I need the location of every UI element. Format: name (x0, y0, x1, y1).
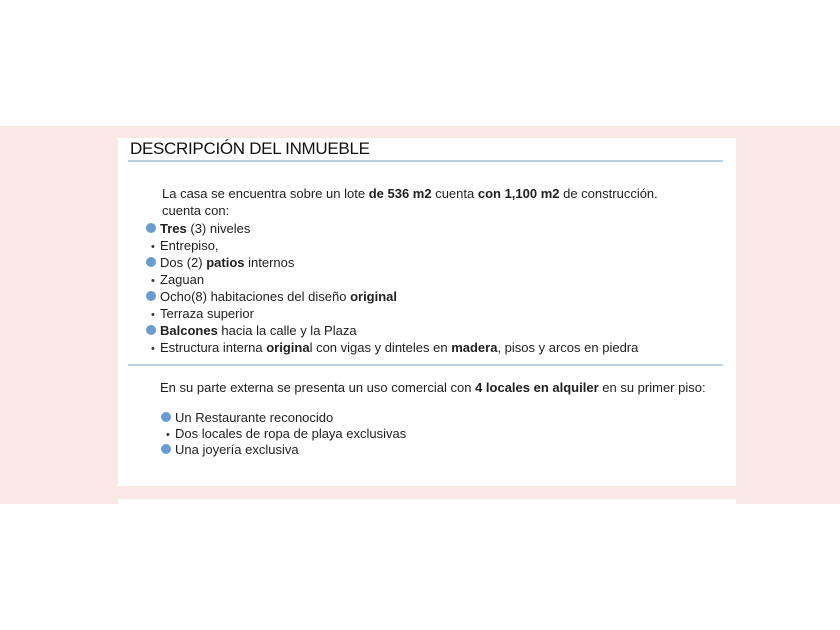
list-item (160, 220, 250, 237)
item-text: hacia la calle y la Plaza (217, 323, 357, 338)
bullet-circle-icon (161, 412, 171, 422)
title-divider (128, 160, 723, 162)
bullet-dot-icon: • (151, 241, 155, 253)
item-text: Una joyería exclusiva (175, 442, 299, 457)
intro-line-2: cuenta con: (162, 203, 230, 218)
item-text: Dos (2) (160, 255, 207, 270)
item-text: Terraza superior (160, 306, 254, 321)
intro-line-1 (162, 186, 658, 201)
lot-size: de 536 m2 (368, 186, 432, 201)
item-text: (3) niveles (186, 221, 251, 236)
bullet-dot-icon: • (166, 429, 170, 441)
intro-text: La casa se encuentra sobre un lote (162, 186, 369, 201)
item-text: Un Restaurante reconocido (175, 410, 334, 425)
bullet-circle-icon (161, 444, 171, 454)
bullet-circle-icon (146, 257, 156, 267)
bullet-dot-icon: • (151, 275, 155, 287)
list-item (160, 288, 397, 305)
item-bold: Balcones (160, 323, 218, 338)
external-text: en su primer piso: (598, 380, 706, 395)
list-item (151, 237, 219, 254)
bullet-circle-icon (146, 325, 156, 335)
locales-count: 4 locales en alquiler (475, 380, 599, 395)
item-text: Zaguan (160, 272, 205, 287)
bullet-dot-icon: • (151, 343, 155, 355)
item-text: Dos locales de ropa de playa exclusivas (175, 426, 407, 441)
item-text: Estructura interna (160, 340, 267, 355)
item-bold: origina (266, 340, 310, 355)
item-bold: patios (206, 255, 245, 270)
bullet-dot-icon: • (151, 309, 155, 321)
bullet-circle-icon (146, 223, 156, 233)
section-divider (128, 364, 723, 366)
item-text: internos (244, 255, 295, 270)
list-item (160, 254, 294, 271)
list-item (166, 425, 407, 442)
item-bold: madera (451, 340, 498, 355)
list-item (175, 441, 299, 458)
item-text: l con vigas y dinteles en (309, 340, 452, 355)
description-card (118, 138, 736, 486)
list-item (151, 305, 254, 322)
item-text: , pisos y arcos en piedra (497, 340, 639, 355)
item-bold: Tres (160, 221, 187, 236)
item-text: Entrepiso, (160, 238, 219, 253)
next-card-edge (118, 499, 736, 504)
bullet-circle-icon (146, 291, 156, 301)
item-bold: original (350, 289, 398, 304)
intro-text: de construcción. (559, 186, 658, 201)
external-text: En su parte externa se presenta un uso comercial con (160, 380, 476, 395)
section-title: DESCRIPCIÓN DEL INMUEBLE (130, 139, 370, 158)
intro-text: cuenta (431, 186, 478, 201)
list-item (151, 271, 205, 288)
list-item (175, 409, 333, 426)
list-item (160, 322, 357, 339)
list-item (151, 339, 639, 356)
external-line (160, 380, 706, 395)
item-text: Ocho(8) habitaciones del diseño (160, 289, 351, 304)
built-area: con 1,100 m2 (477, 186, 560, 201)
